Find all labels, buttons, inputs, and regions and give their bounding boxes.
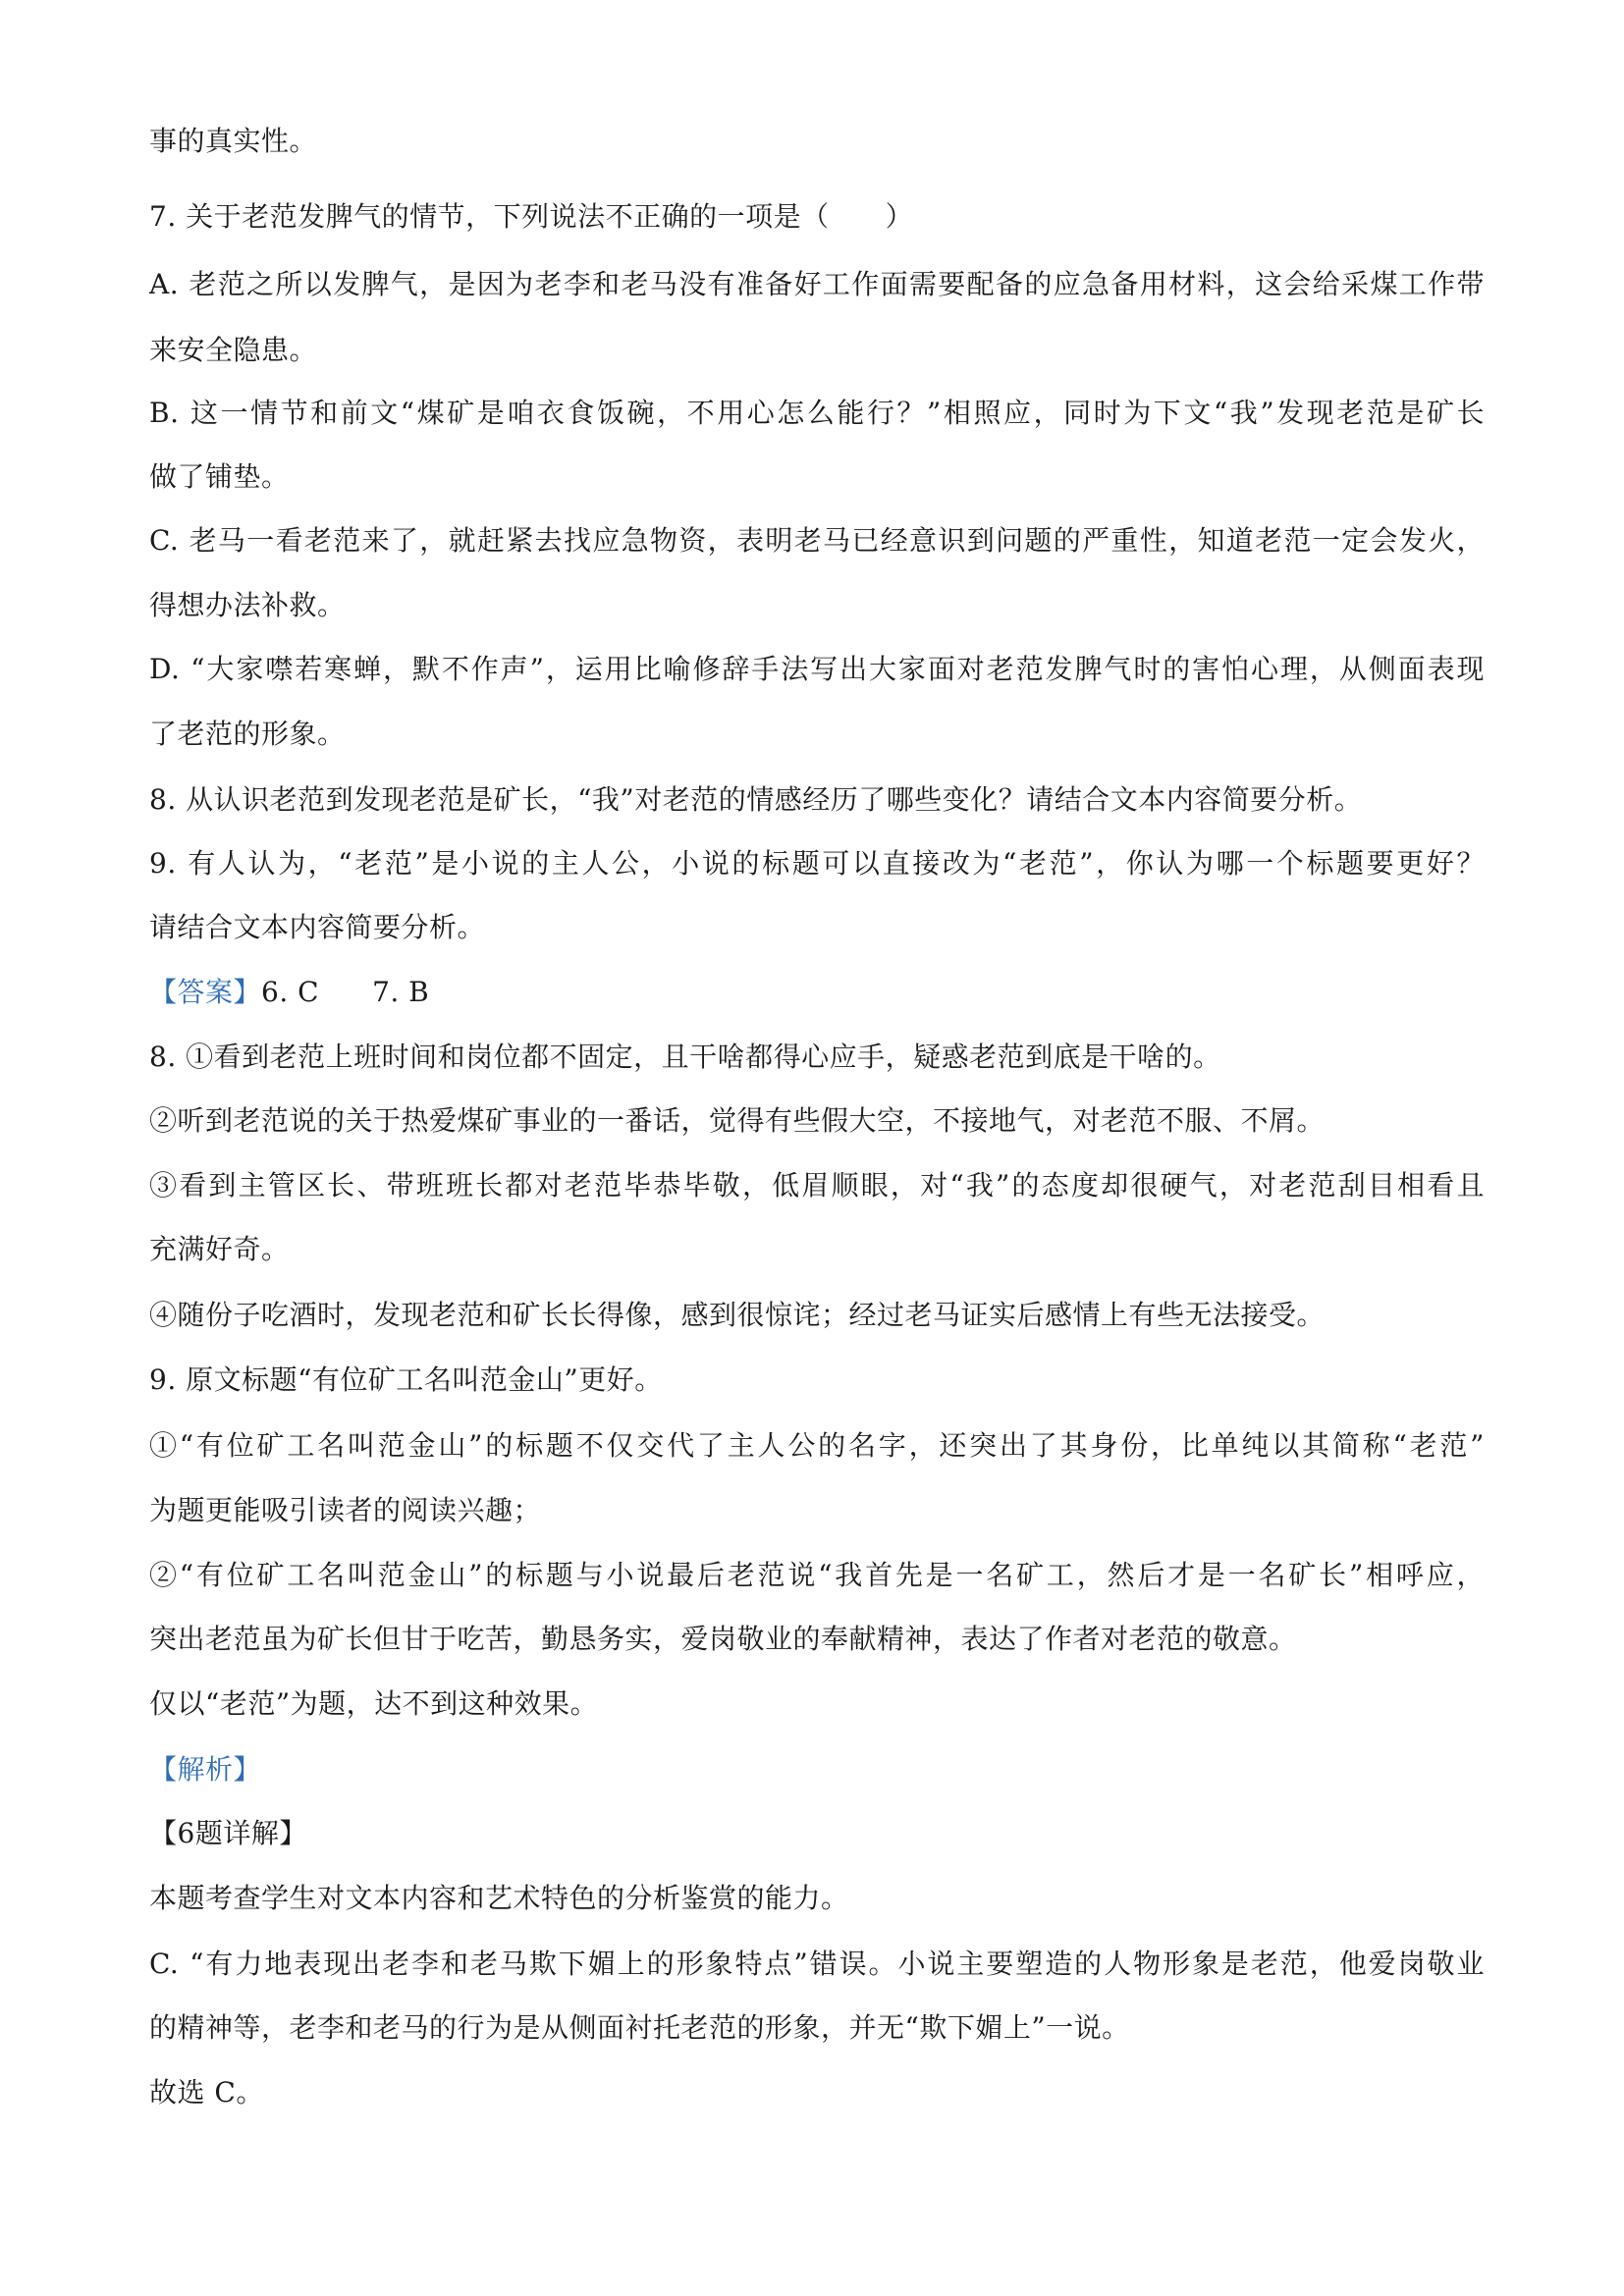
question-7-option-a: A. 老范之所以发脾气，是因为老李和老马没有准备好工作面需要配备的应急备用材料，这会给采煤工作带 (149, 268, 1485, 300)
question-8: 8. 从认识老范到发现老范是矿长，“我”对老范的情感经历了哪些变化？请结合文本内容简要分析。 (149, 783, 1363, 816)
answer-9-point-2: ②“有位矿工名叫范金山”的标题与小说最后老范说“我首先是一名矿工，然后才是一名矿长”相呼应， (149, 1559, 1485, 1591)
answer-8-point-4: ④随份子吃酒时，发现老范和矿长长得像，感到很惊诧；经过老马证实后感情上有些无法接受。 (149, 1299, 1326, 1331)
answer-9-title: 9. 原文标题“有位矿工名叫范金山”更好。 (149, 1363, 663, 1396)
answer-8-point-3: ③看到主管区长、带班班长都对老范毕恭毕敬，低眉顺眼，对“我”的态度却很硬气，对老范刮目相看且 (149, 1169, 1485, 1201)
analysis-tag: 【解析】 (149, 1753, 262, 1786)
question-6-detail-heading: 【6题详解】 (149, 1817, 307, 1849)
question-7-option-c: C. 老马一看老范来了，就赶紧去找应急物资，表明老马已经意识到问题的严重性，知道老范一定会发火， (149, 524, 1485, 557)
answer-8-point-2: ②听到老范说的关于热爱煤矿事业的一番话，觉得有些假大空，不接地气，对老范不服、不屑。 (149, 1104, 1326, 1137)
question-7-option-d-cont: 了老范的形象。 (149, 718, 346, 750)
question-7-option-b-cont: 做了铺垫。 (149, 460, 290, 493)
answer-8-point-1: 8. ①看到老范上班时间和岗位都不固定，且干啥都得心应手，疑惑老范到底是干啥的。 (149, 1041, 1221, 1073)
question-6-option-c-cont: 的精神等，老李和老马的行为是从侧面衬托老范的形象，并无“欺下媚上”一说。 (149, 2011, 1130, 2044)
question-7-option-d: D. “大家噤若寒蝉，默不作声”，运用比喻修辞手法写出大家面对老范发脾气时的害怕心理，从侧面表现 (149, 653, 1485, 685)
question-7-option-a-cont: 来安全隐患。 (149, 334, 318, 366)
answer-9-point-1: ①“有位矿工名叫范金山”的标题不仅交代了主人公的名字，还突出了其身份，比单纯以其简称“老范” (149, 1429, 1485, 1462)
question-7-option-c-cont: 得想办法补救。 (149, 589, 346, 621)
answer-7: 7. B (372, 976, 430, 1008)
answer-9-conclusion: 仅以“老范”为题，达不到这种效果。 (149, 1687, 599, 1720)
question-6-description: 本题考查学生对文本内容和艺术特色的分析鉴赏的能力。 (149, 1882, 849, 1914)
answer-tag: 【答案】 (149, 976, 262, 1008)
question-7-stem: 7. 关于老范发脾气的情节，下列说法不正确的一项是（ ） (149, 200, 914, 233)
question-9: 9. 有人认为，“老范”是小说的主人公，小说的标题可以直接改为“老范”，你认为哪一个标题要更好？ (149, 847, 1485, 880)
question-6-option-c: C. “有力地表现出老李和老马欺下媚上的形象特点”错误。小说主要塑造的人物形象是老范，他爱岗敬业 (149, 1948, 1485, 1980)
answer-6: 6. C (261, 976, 320, 1008)
question-9-cont: 请结合文本内容简要分析。 (149, 911, 486, 943)
answer-9-point-2-cont: 突出老范虽为矿长但甘于吃苦，勤恳务实，爱岗敬业的奉献精神，表达了作者对老范的敬意。 (149, 1623, 1297, 1655)
answer-line (149, 973, 1485, 1012)
answer-9-point-1-cont: 为题更能吸引读者的阅读兴趣； (149, 1494, 542, 1526)
answer-8-point-3-cont: 充满好奇。 (149, 1233, 290, 1265)
question-7-option-b: B. 这一情节和前文“煤矿是咱衣食饭碗，不用心怎么能行？”相照应，同时为下文“我”发现老范是矿长 (149, 397, 1485, 429)
text-line: 事的真实性。 (149, 125, 318, 157)
question-6-choice: 故选 C。 (149, 2076, 264, 2109)
